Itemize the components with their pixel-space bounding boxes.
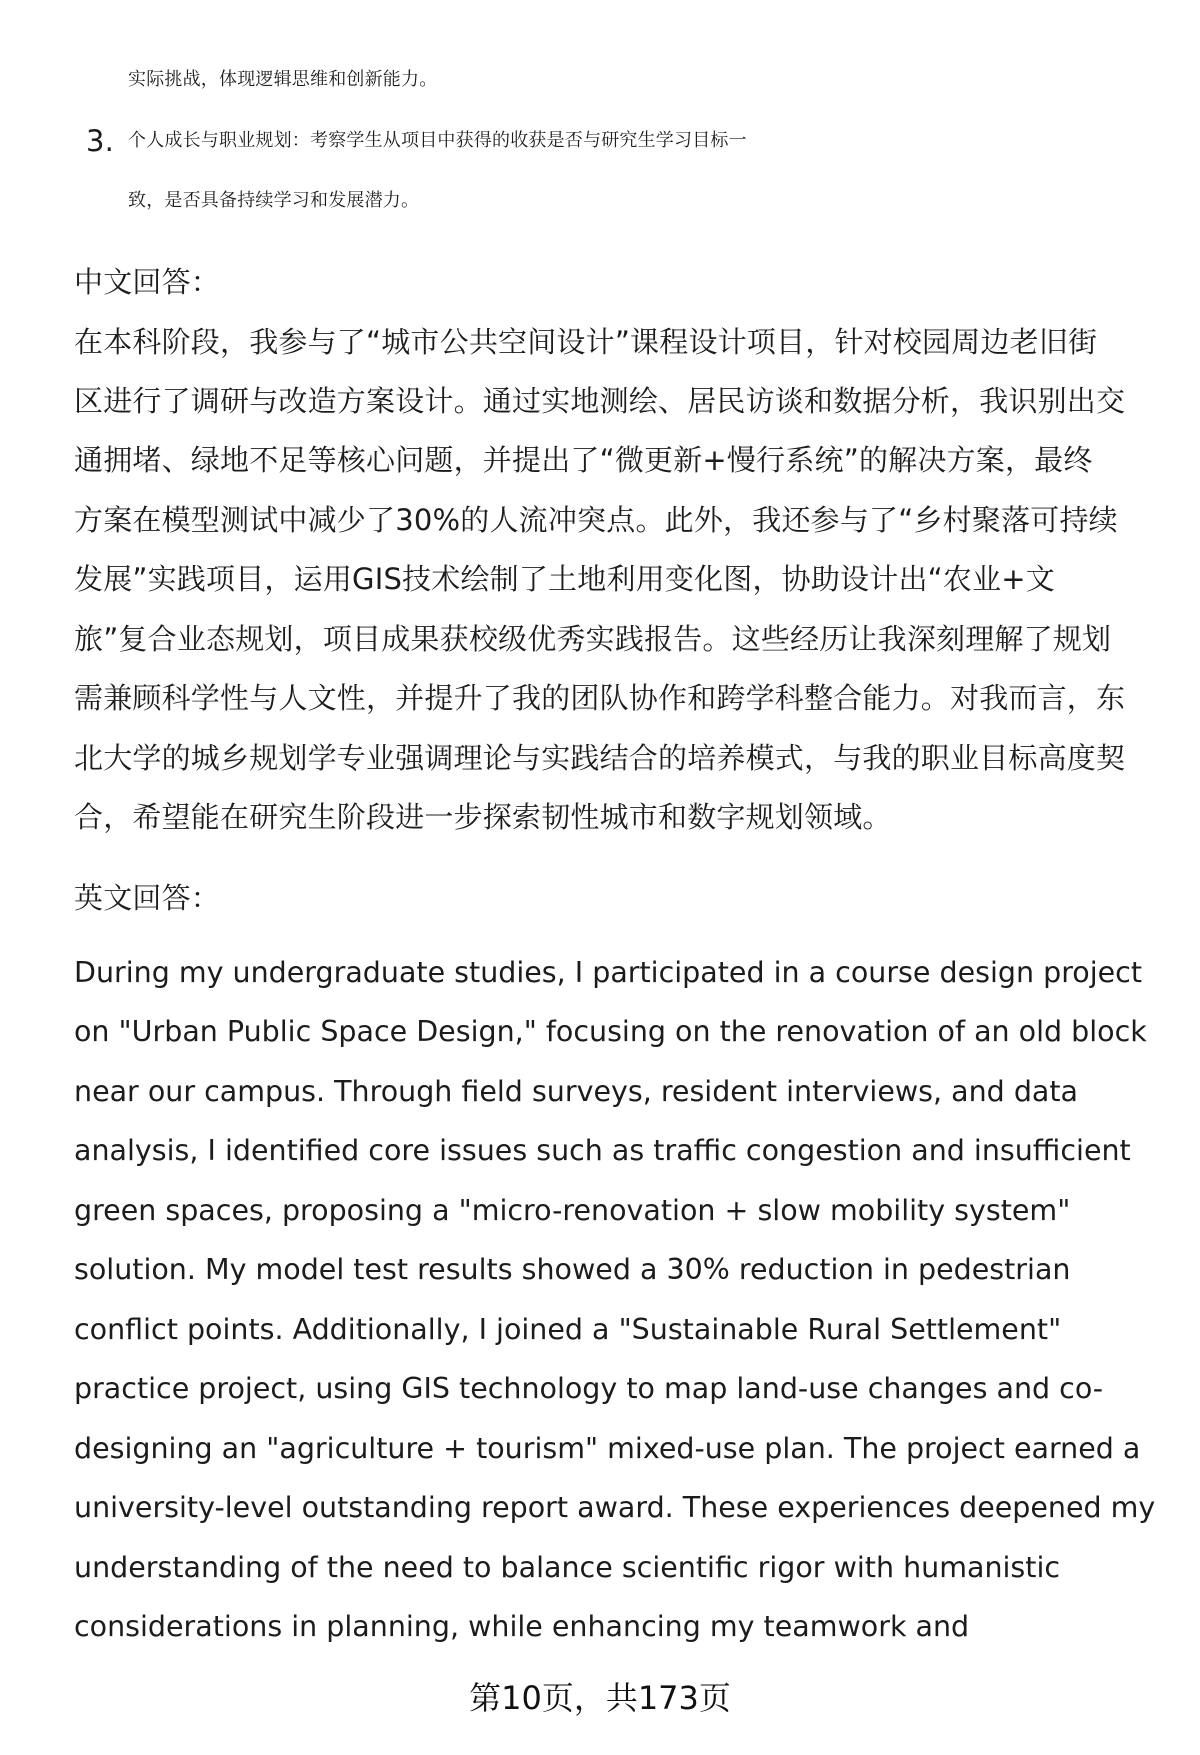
chinese-answer-line: 发展”实践项目，运用GIS技术绘制了土地利用变化图，协助设计出“农业+文 (74, 562, 1055, 596)
english-answer-line: During my undergraduate studies, I participated in a course design project (74, 956, 1143, 989)
english-answer-line: solution. My model test results showed a 30% reduction in pedestrian (74, 1253, 1071, 1286)
english-answer-line: on "Urban Public Space Design," focusing on the renovation of an old block (74, 1015, 1147, 1048)
chinese-answer-line: 方案在模型测试中减少了30%的人流冲突点。此外，我还参与了“乡村聚落可持续 (74, 503, 1118, 537)
list-item-3-line-2: 致，是否具备持续学习和发展潜力。 (128, 190, 420, 211)
english-answer-line: considerations in planning, while enhancing my teamwork and (74, 1610, 970, 1643)
english-answer-line: conflict points. Additionally, I joined a "Sustainable Rural Settlement" (74, 1313, 1062, 1346)
english-answer-line: designing an "agriculture + tourism" mixed-use plan. The project earned a (74, 1432, 1141, 1465)
chinese-answer-label: 中文回答： (74, 265, 221, 299)
english-answer-line: near our campus. Through field surveys, resident interviews, and data (74, 1075, 1079, 1108)
page-number: 第10页，共173页 (469, 1679, 731, 1717)
chinese-answer-line: 在本科阶段，我参与了“城市公共空间设计”课程设计项目，针对校园周边老旧街 (74, 325, 1098, 359)
english-answer-line: university-level outstanding report award. These experiences deepened my (74, 1491, 1156, 1524)
chinese-answer-line: 合，希望能在研究生阶段进一步探索韧性城市和数字规划领域。 (74, 800, 892, 834)
english-answer-line: understanding of the need to balance scientific rigor with humanistic (74, 1551, 1061, 1584)
chinese-answer-line: 区进行了调研与改造方案设计。通过实地测绘、居民访谈和数据分析，我识别出交 (74, 384, 1126, 418)
list-item-2-continuation: 实际挑战，体现逻辑思维和创新能力。 (128, 69, 438, 90)
chinese-answer-line: 旅”复合业态规划，项目成果获校级优秀实践报告。这些经历让我深刻理解了规划 (74, 622, 1112, 656)
chinese-answer-line: 北大学的城乡规划学专业强调理论与实践结合的培养模式，与我的职业目标高度契 (74, 741, 1126, 775)
chinese-answer-line: 需兼顾科学性与人文性，并提升了我的团队协作和跨学科整合能力。对我而言，东 (74, 681, 1126, 715)
list-item-3-number: 3. (86, 124, 115, 158)
english-answer-label: 英文回答： (74, 881, 221, 915)
chinese-answer-line: 通拥堵、绿地不足等核心问题，并提出了“微更新+慢行系统”的解决方案，最终 (74, 443, 1093, 477)
list-item-3-line-1: 个人成长与职业规划：考察学生从项目中获得的收获是否与研究生学习目标一 (128, 130, 747, 151)
english-answer-line: green spaces, proposing a "micro-renovation + slow mobility system" (74, 1194, 1071, 1227)
english-answer-line: practice project, using GIS technology to map land-use changes and co- (74, 1372, 1104, 1405)
english-answer-line: analysis, I identified core issues such as traffic congestion and insufficient (74, 1134, 1131, 1167)
